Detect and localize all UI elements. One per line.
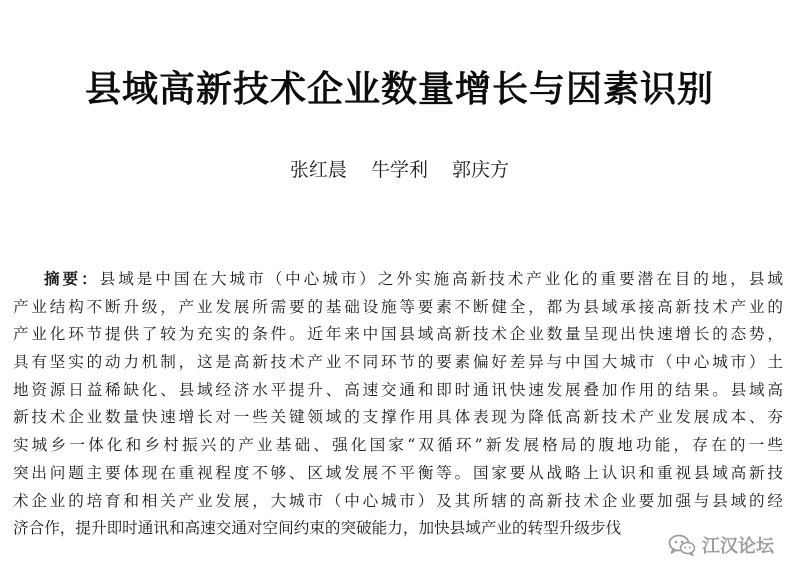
author-name: 张红晨 bbox=[289, 159, 347, 181]
abstract-line: 济合作，提升即时通讯和高速交通对空间约束的突破能力，加快县域产业的转型升级步伐 bbox=[13, 519, 622, 538]
watermark-text: 江汉论坛 bbox=[702, 536, 774, 557]
abstract-line: 地资源日益稀缺化、县域经济水平提升、高速交通和即时通讯快速发展叠加作用的结果。县域高 bbox=[13, 380, 783, 399]
abstract bbox=[13, 266, 783, 543]
abstract-line bbox=[13, 266, 783, 294]
abstract-line: 产业结构不断升级，产业发展所需要的基础设施等要素不断健全，都为县域承接高新技术产业的 bbox=[13, 297, 783, 316]
abstract-line: 术企业的培育和相关产业发展，大城市（中心城市）及其所辖的高新技术企业要加强与县域的经 bbox=[13, 491, 783, 510]
abstract-line: 实城乡一体化和乡村振兴的产业基础、强化国家“双循环”新发展格局的腹地功能，存在的一些 bbox=[13, 436, 783, 455]
author-list bbox=[0, 156, 799, 184]
paper-title: 县域高新技术企业数量增长与因素识别 bbox=[84, 69, 714, 111]
abstract-label: 摘要： bbox=[44, 270, 100, 288]
abstract-line: 产业化环节提供了较为充实的条件。近年来中国县域高新技术企业数量呈现出快速增长的态势， bbox=[13, 325, 783, 344]
abstract-line: 具有坚实的动力机制，这是高新技术产业不同环节的要素偏好差异与中国大城市（中心城市）土 bbox=[13, 353, 783, 372]
wechat-icon bbox=[668, 533, 696, 557]
watermark bbox=[668, 530, 774, 560]
abstract-text: 县域是中国在大城市（中心城市）之外实施高新技术产业化的重要潜在目的地，县域 bbox=[99, 270, 783, 288]
abstract-line: 突出问题主要体现在重视程度不够、区域发展不平衡等。国家要从战略上认识和重视县域高新技 bbox=[13, 463, 783, 482]
author-name: 郭庆方 bbox=[452, 159, 510, 181]
author-name: 牛学利 bbox=[370, 159, 428, 181]
abstract-line: 新技术企业数量快速增长对一些关键领域的支撑作用具体表现为降低高新技术产业发展成本、夯 bbox=[13, 408, 783, 427]
